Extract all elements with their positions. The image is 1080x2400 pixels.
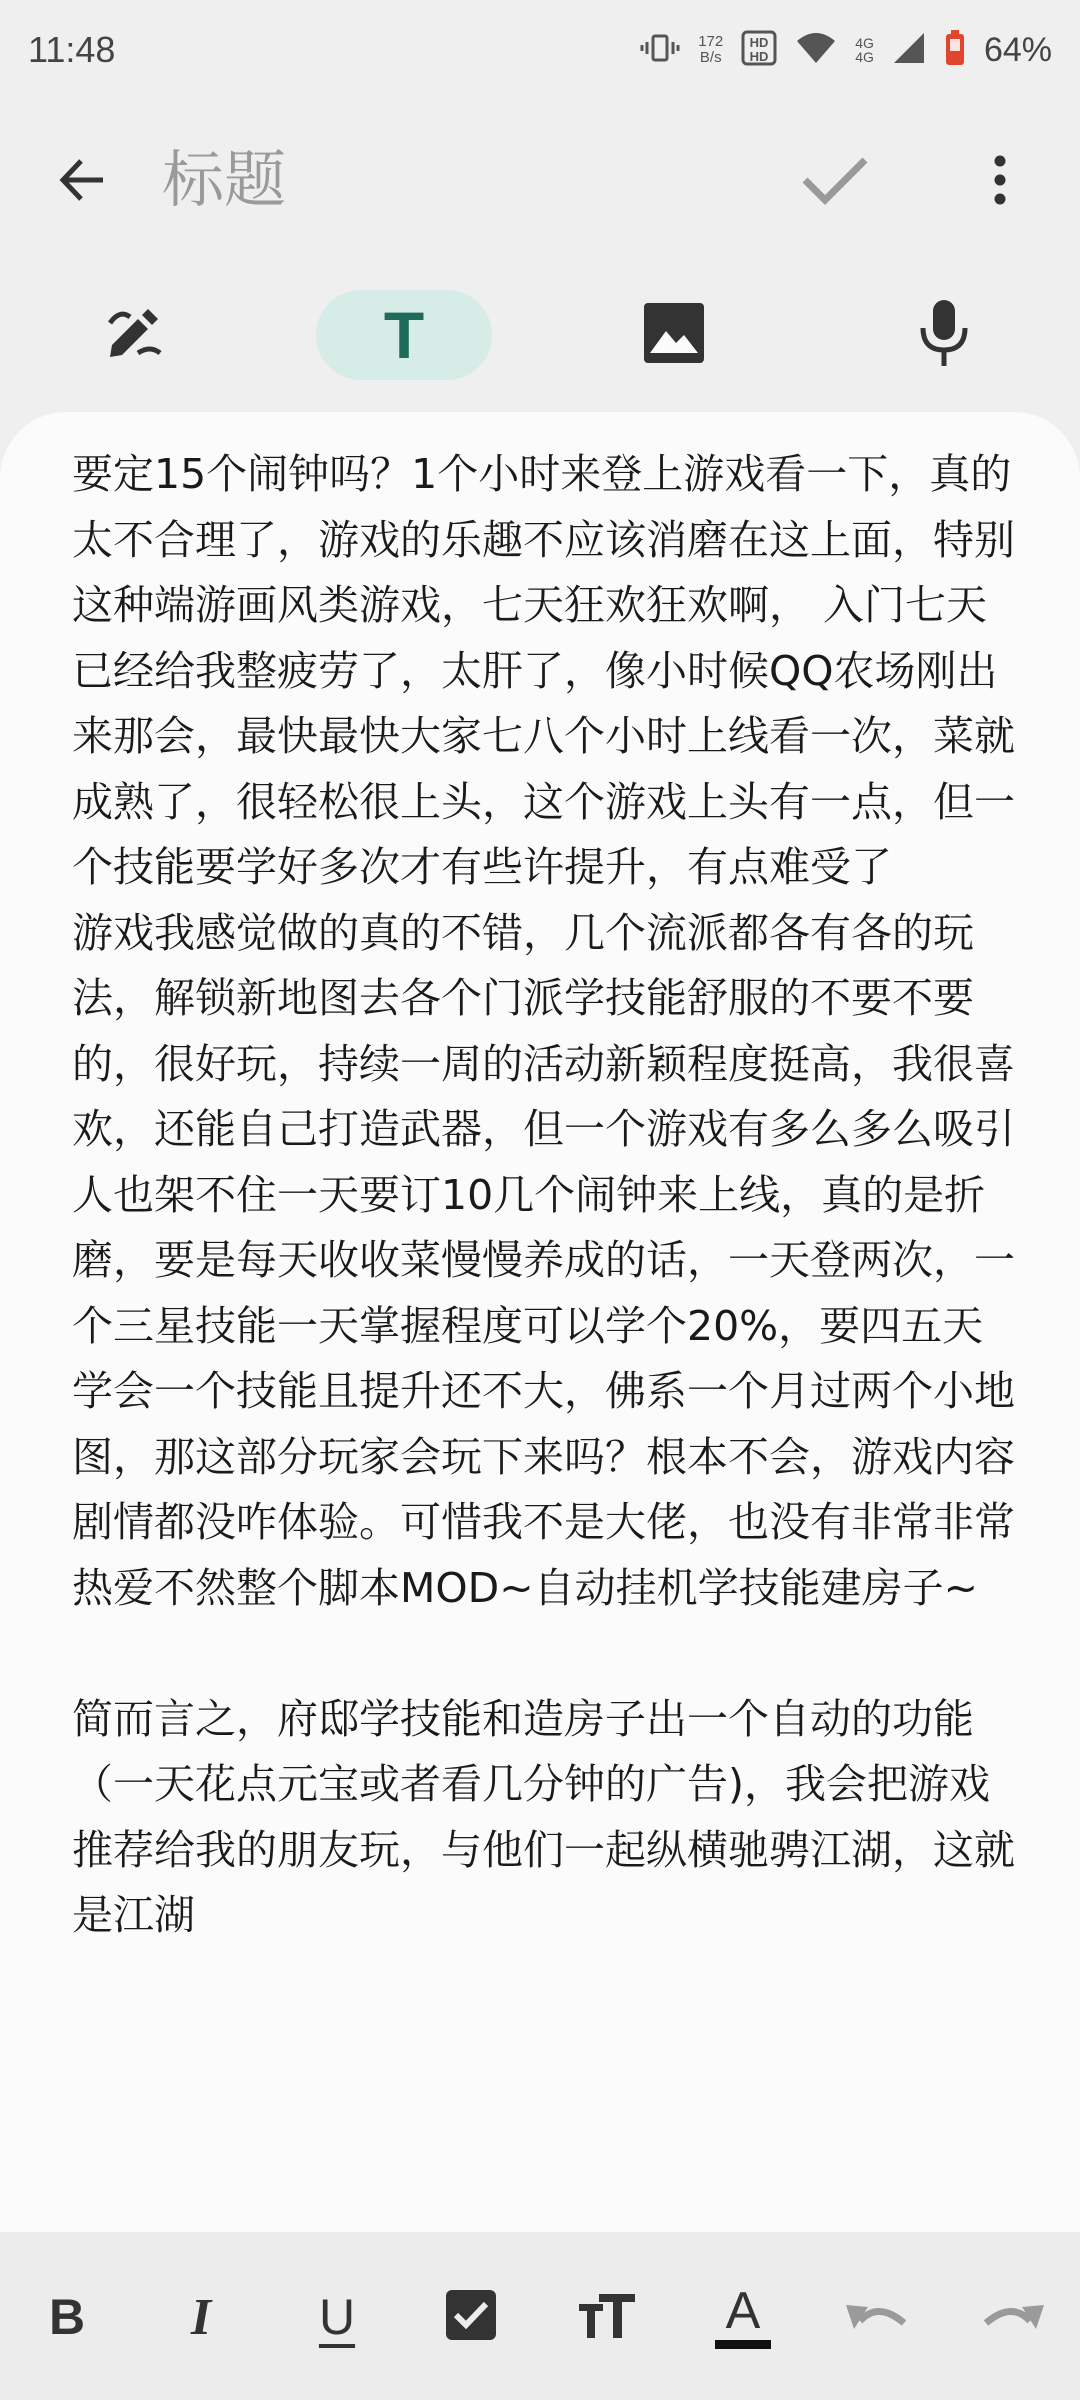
note-editor[interactable] xyxy=(0,412,1080,2232)
text-color-swatch xyxy=(715,2340,771,2349)
text-size-button[interactable] xyxy=(562,2272,652,2362)
italic-icon: I xyxy=(190,2288,212,2346)
checkbox-icon xyxy=(444,2288,498,2346)
note-body-text[interactable]: 要定15个闹钟吗？1个小时来登上游戏看一下，真的太不合理了，游戏的乐趣不应该消磨在这上面，特别这种端游画风类游戏，七天狂欢狂欢啊， 入门七天已经给我整疲劳了，太肝了，像小时候QQ农场刚出来那会，最快最快大家七八个小时上线看一次，菜就成熟了，很轻松很上头，这个游戏上头有一点，但一个技能要学好多次才有些许提升，有点难受了 游戏我感觉做的真的不错，几个流派都各有各的玩法，解锁新地图去各个门派学技能舒服的不要不要的，很好玩，持续一周的活动新颖程度挺高，我很喜欢，还能自己打造武器，但一个游戏有多么多么吸引人也架不住一天要订10几个闹钟来上线，真的是折磨，要是每天收收菜慢慢养成的话，一天登两次，一个三星技能一天掌握程度可以学个20%，要四五天学会一个技能且提升还不大，佛系一个月过两个小地图，那这部分玩家会玩下来吗？根本不会，游戏内容剧情都没咋体验。可惜我不是大佬，也没有非常非常热爱不然整个脚本MOD~自动挂机学技能建房子~ 简而言之，府邸学技能和造房子出一个自动的功能（一天花点元宝或者看几分钟的广告)，我会把游戏推荐给我的朋友玩，与他们一起纵横驰骋江湖，这就是江湖 xyxy=(72,450,1015,1939)
text-color-button[interactable] xyxy=(698,2272,788,2362)
back-button[interactable] xyxy=(40,140,124,224)
more-options-button[interactable] xyxy=(960,140,1040,224)
undo-icon xyxy=(842,2293,912,2341)
text-size-icon xyxy=(577,2290,637,2344)
voice-input-button[interactable] xyxy=(894,290,994,380)
note-title-input[interactable] xyxy=(162,134,762,224)
cell-signal-icon xyxy=(892,31,926,69)
wifi-icon xyxy=(795,31,837,69)
battery-icon xyxy=(944,29,966,71)
svg-text:HD: HD xyxy=(749,49,769,64)
text-mode-button[interactable] xyxy=(316,290,492,380)
network-speed-unit: B/s xyxy=(699,49,722,66)
microphone-icon xyxy=(917,298,971,372)
svg-text:HD: HD xyxy=(749,35,769,50)
text-color-letter: A xyxy=(725,2281,761,2340)
status-icons xyxy=(640,28,1052,72)
app-bar xyxy=(0,110,1080,240)
status-bar xyxy=(0,0,1080,100)
text-mode-icon: T xyxy=(383,298,425,372)
handwriting-icon xyxy=(102,301,166,369)
handwriting-button[interactable] xyxy=(84,290,184,380)
undo-button[interactable] xyxy=(832,2272,922,2362)
bold-button[interactable] xyxy=(22,2272,112,2362)
status-time: 11:48 xyxy=(28,29,116,70)
text-color-icon xyxy=(715,2281,771,2349)
network-type-top: 4G xyxy=(855,35,874,51)
save-button[interactable] xyxy=(790,140,880,224)
network-speed-value: 172 xyxy=(698,33,724,50)
network-type-bottom: 4G xyxy=(855,49,874,65)
insert-image-button[interactable] xyxy=(624,290,724,380)
more-vert-icon xyxy=(992,155,1008,209)
image-icon xyxy=(642,301,706,369)
network-type xyxy=(855,36,874,64)
hd-icon xyxy=(741,28,777,72)
formatting-toolbar xyxy=(0,2232,1080,2400)
underline-icon: U xyxy=(318,2289,356,2345)
checklist-button[interactable] xyxy=(426,2272,516,2362)
bold-icon: B xyxy=(48,2289,86,2345)
battery-percent: 64% xyxy=(983,30,1052,69)
italic-button[interactable] xyxy=(156,2272,246,2362)
check-icon xyxy=(801,154,869,210)
underline-button[interactable] xyxy=(292,2272,382,2362)
input-mode-toolbar xyxy=(0,280,1080,390)
vibrate-icon xyxy=(640,32,680,68)
redo-button[interactable] xyxy=(968,2272,1058,2362)
redo-icon xyxy=(978,2293,1048,2341)
arrow-back-icon xyxy=(57,155,107,209)
network-speed xyxy=(698,34,723,66)
